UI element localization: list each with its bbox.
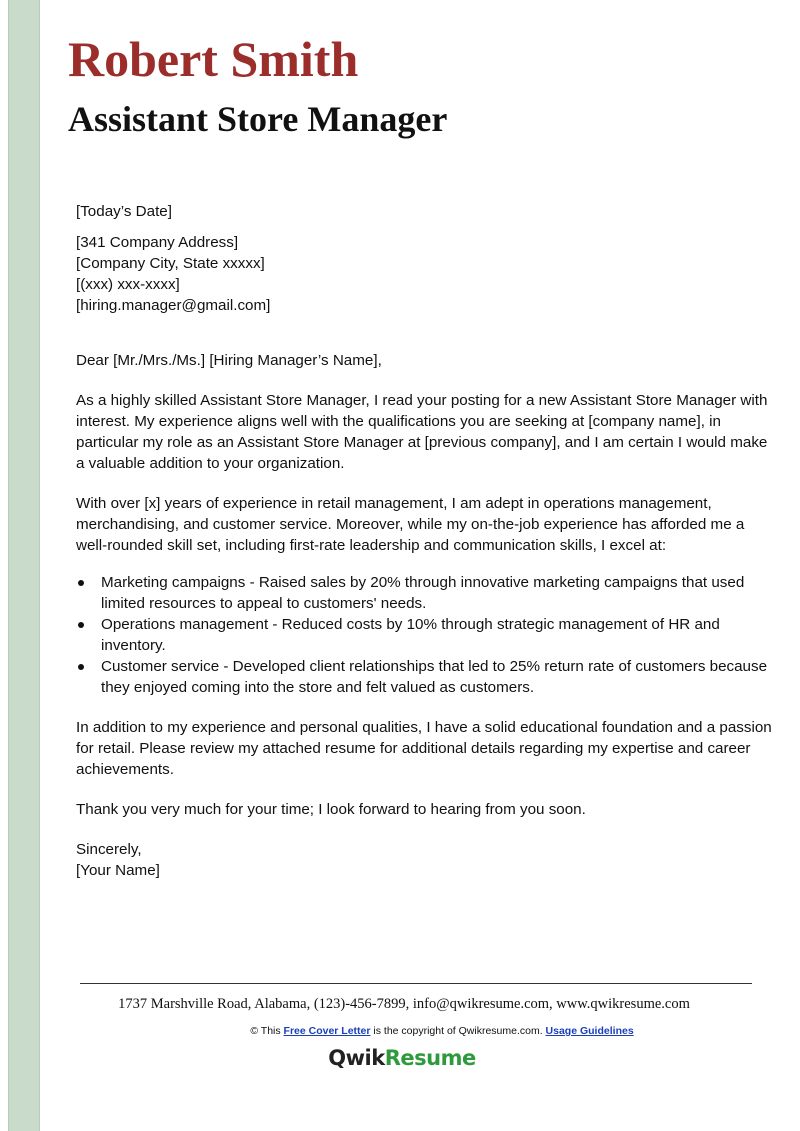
list-item	[76, 656, 776, 698]
paragraph-education: In addition to my experience and personal qualities, I have a solid educational foundation and a passion for retail. Please review my attached resume for additional details regarding my expertise and career achievements.	[76, 719, 772, 778]
footer-contact: 1737 Marshville Road, Alabama, (123)-456-7899, info@qwikresume.com, www.qwikresume.com	[118, 996, 690, 1012]
signature: [Your Name]	[76, 862, 160, 879]
logo-resume: Resume	[384, 1046, 476, 1070]
list-item	[76, 614, 776, 656]
bullet-icon	[78, 664, 84, 670]
bullet-text: Marketing campaigns - Raised sales by 20% through innovative marketing campaigns that used limited resources to appeal to customers' needs.	[101, 574, 745, 612]
qwikresume-logo	[0, 1046, 800, 1070]
closing: Sincerely,	[76, 841, 142, 858]
address-line: [Company City, State xxxxx]	[76, 255, 265, 272]
salutation: Dear [Mr./Mrs./Ms.] [Hiring Manager’s Name],	[76, 352, 382, 369]
usage-guidelines-link[interactable]: Usage Guidelines	[545, 1025, 634, 1037]
letter-body	[76, 201, 776, 881]
free-cover-letter-link[interactable]: Free Cover Letter	[283, 1025, 371, 1037]
bullet-text: Operations management - Reduced costs by 10% through strategic management of HR and inventory.	[101, 616, 720, 654]
footer-divider	[80, 983, 752, 984]
bullet-icon	[78, 580, 84, 586]
job-title: Assistant Store Manager	[68, 99, 448, 139]
bullet-icon	[78, 622, 84, 628]
address-line: [(xxx) xxx-xxxx]	[76, 276, 180, 293]
address-line: [hiring.manager@gmail.com]	[76, 297, 271, 314]
copyright-prefix: © This	[250, 1025, 284, 1037]
letter-date: [Today’s Date]	[76, 203, 172, 220]
paragraph-intro: As a highly skilled Assistant Store Manager, I read your posting for a new Assistant Store Manager with interest. My experience aligns well with the qualifications you are seeking at [company name], in particular my role as an Assistant Store Manager at [previous company], and I am certain I would make a valuable addition to your organization.	[76, 392, 768, 472]
copyright-notice	[0, 1025, 800, 1037]
achievement-list	[76, 572, 776, 698]
paragraph-thanks: Thank you very much for your time; I look forward to hearing from you soon.	[76, 801, 586, 818]
decorative-sidebar	[8, 0, 40, 1131]
recipient-address	[76, 232, 776, 316]
list-item	[76, 572, 776, 614]
logo-qwik: Qwik	[328, 1046, 385, 1070]
copyright-middle: is the copyright of Qwikresume.com.	[370, 1025, 546, 1037]
bullet-text: Customer service - Developed client relationships that led to 25% return rate of customers because they enjoyed coming into the store and felt valued as customers.	[101, 658, 768, 696]
paragraph-experience: With over [x] years of experience in retail management, I am adept in operations management, merchandising, and customer service. Moreover, while my on-the-job experience has afforded me a well-rounded skill set, including first-rate leadership and communication skills, I excel at:	[76, 495, 745, 554]
applicant-name: Robert Smith	[68, 31, 359, 87]
address-line: [341 Company Address]	[76, 234, 239, 251]
